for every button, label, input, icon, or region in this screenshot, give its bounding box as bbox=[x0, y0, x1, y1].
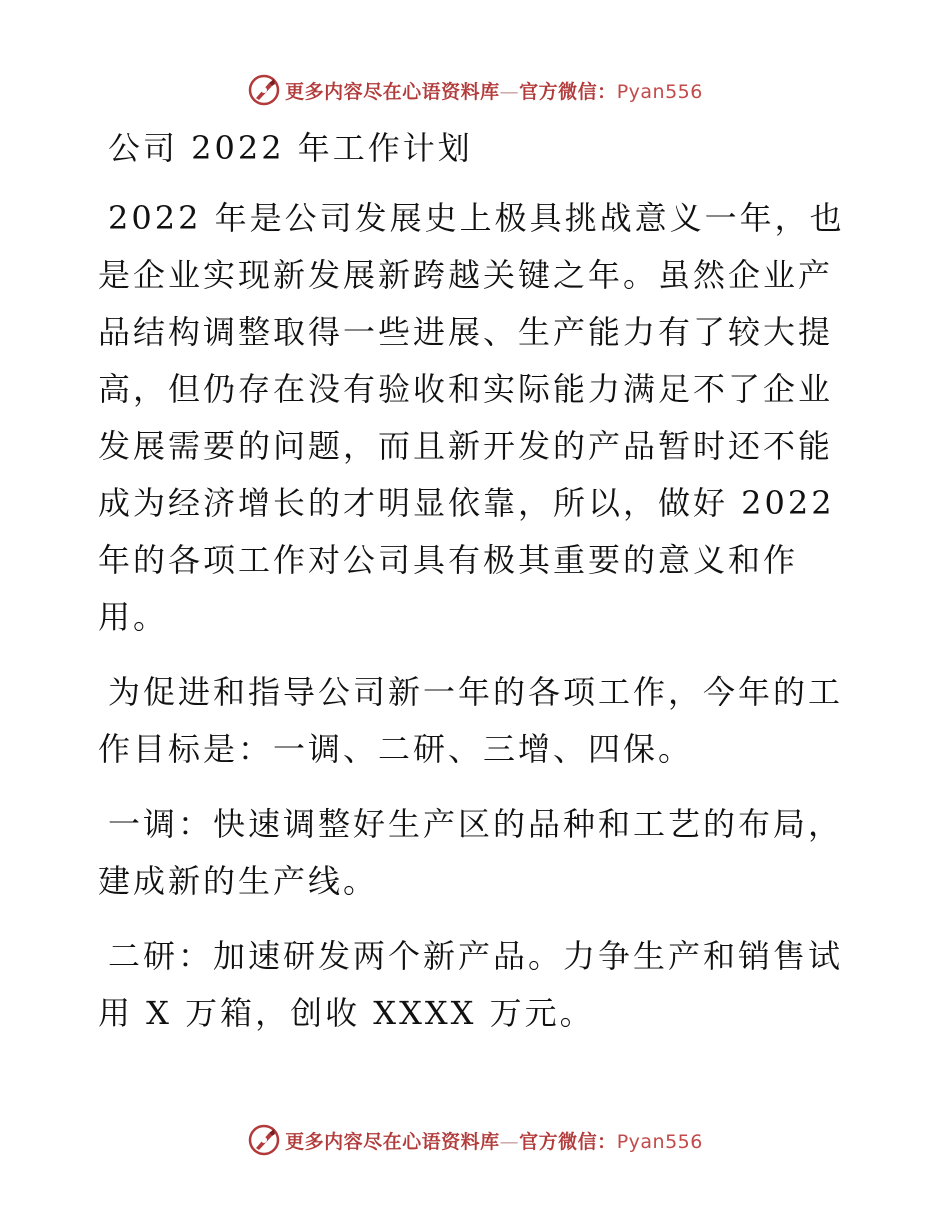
quill-pen-logo-icon bbox=[247, 73, 281, 107]
watermark-account: Pyan556 bbox=[616, 1130, 703, 1153]
watermark-dash: — bbox=[499, 80, 520, 103]
watermark-header bbox=[0, 70, 950, 110]
paragraph-adjust: 一调：快速调整好生产区的品种和工艺的布局，建成新的生产线。 bbox=[98, 805, 844, 900]
paragraph-research: 二研：加速研发两个新产品。力争生产和销售试用 X 万箱，创收 XXXX 万元。 bbox=[98, 937, 844, 1032]
watermark-footer bbox=[0, 1120, 950, 1160]
watermark-site: 更多内容尽在心语资料库 bbox=[285, 1130, 500, 1153]
document-title: 公司 2022 年工作计划 bbox=[108, 129, 473, 167]
watermark-site: 更多内容尽在心语资料库 bbox=[285, 80, 500, 103]
document-body bbox=[98, 120, 858, 1060]
watermark-dash: — bbox=[499, 1130, 520, 1153]
watermark-official-label: 官方微信： bbox=[519, 80, 617, 103]
watermark-official-label: 官方微信： bbox=[519, 1130, 617, 1153]
watermark-text bbox=[285, 77, 703, 104]
paragraph-goals: 为促进和指导公司新一年的各项工作，今年的工作目标是：一调、二研、三增、四保。 bbox=[98, 673, 844, 768]
watermark-account: Pyan556 bbox=[616, 80, 703, 103]
watermark-text bbox=[285, 1127, 703, 1154]
paragraph-intro: 2022 年是公司发展史上极具挑战意义一年，也是企业实现新发展新跨越关键之年。虽然企业产品结构调整取得一些进展、生产能力有了较大提高，但仍存在没有验收和实际能力满足不了企业发展需要的问题，而且新开发的产品暂时还不能成为经济增长的才明显依靠，所以，做好 2022 年的各项工作对公司具有极其重要的意义和作用。 bbox=[98, 199, 845, 636]
quill-pen-logo-icon bbox=[247, 1123, 281, 1157]
